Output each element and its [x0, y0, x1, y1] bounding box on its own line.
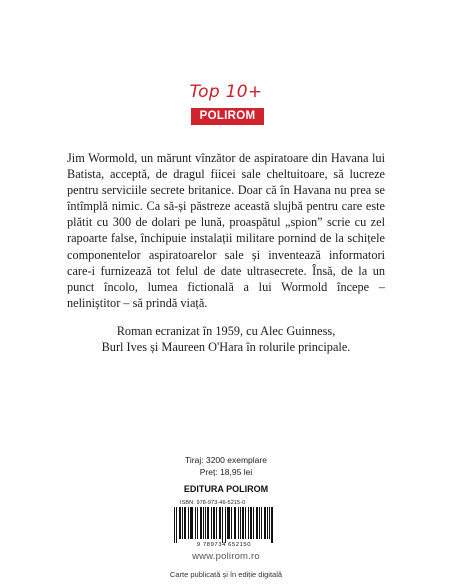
- barcode-bar: [184, 507, 185, 539]
- barcode-bar: [245, 507, 246, 539]
- barcode-bar: [265, 507, 266, 539]
- barcode-bar: [205, 507, 206, 539]
- top10-logo: Top 10+: [189, 82, 263, 102]
- barcode-bar: [235, 507, 236, 539]
- barcode-bar: [257, 507, 258, 539]
- barcode-bar: [195, 507, 196, 539]
- book-blurb: Jim Wormold, un mărunt vînzător de aspiratoare din Havana lui Batista, acceptă, de dragul fiicei sale cheltuitoare, să lucreze pentru serviciile secrete britanice. Doar că în Havana nu prea se întîmplă nimic. Ca să-și păstreze această slujbă pentru care este plătit cu 300 de dolari pe lună, proaspătul „spion” scrie cu zel rapoarte false, închipuie instalații militare pornind de la schițele componentelor aspiratoarelor sale și inventează informatori care-i furnizează tot felul de date ultrasecrete. Însă, de la un punct încolo, lumea fictională a lui Wormold începe – neliniștitor – să prindă viață.: [67, 151, 385, 310]
- barcode-bar: [185, 507, 186, 539]
- barcode-bar: [269, 507, 270, 539]
- barcode-bar: [197, 507, 198, 539]
- publisher-name: EDITURA POLIROM: [183, 484, 269, 494]
- price: Preț: 18,95 lei: [199, 467, 253, 477]
- barcode-digits: 9 789734 652150: [196, 542, 252, 548]
- barcode-bar: [203, 507, 204, 539]
- barcode-bar: [238, 507, 239, 539]
- film-adaptation-note: [67, 323, 385, 355]
- barcode-bar: [256, 507, 257, 539]
- print-run: Tiraj: 3200 exemplare: [185, 455, 267, 465]
- barcode-bar: [192, 507, 193, 539]
- barcode-bar: [174, 507, 175, 543]
- barcode-bar: [228, 507, 229, 539]
- barcode-bar: [176, 507, 177, 543]
- barcode-bar: [253, 507, 254, 539]
- barcode-bar: [179, 507, 180, 539]
- barcode-bar: [211, 507, 212, 539]
- barcode-bar: [190, 507, 191, 539]
- barcode-bar: [261, 507, 262, 539]
- barcode-bar: [207, 507, 208, 539]
- barcode-bar: [243, 507, 244, 539]
- barcode-bar: [271, 507, 272, 543]
- barcode-bar: [208, 507, 209, 539]
- barcode-bar: [242, 507, 243, 539]
- film-note-line-2: Burl Ives și Maureen O'Hara în rolurile principale.: [101, 340, 351, 355]
- barcode-bar: [240, 507, 241, 539]
- barcode-bar: [213, 507, 214, 539]
- digital-edition-note: Carte publicată și în ediție digitală: [169, 570, 283, 579]
- barcode-bar: [250, 507, 251, 539]
- polirom-badge: POLIROM: [191, 108, 264, 125]
- barcode-bar: [234, 507, 235, 539]
- barcode-bar: [264, 507, 265, 539]
- print-info: [67, 454, 385, 478]
- barcode-bar: [201, 507, 202, 539]
- barcode-bar: [259, 507, 260, 539]
- barcode-bar: [188, 507, 189, 539]
- barcode-bar: [214, 507, 215, 539]
- barcode-bar: [229, 507, 230, 539]
- barcode-bar: [180, 507, 181, 539]
- barcode-bar: [231, 507, 232, 539]
- barcode-bar: [182, 507, 183, 539]
- barcode-bar: [227, 507, 228, 539]
- film-note-line-1: Roman ecranizat în 1959, cu Alec Guinness,: [116, 324, 336, 338]
- barcode-bar: [219, 507, 220, 539]
- barcode-bar: [248, 507, 249, 539]
- barcode-bar: [216, 507, 217, 539]
- barcode-bar: [220, 507, 221, 539]
- barcode-bar: [225, 507, 226, 543]
- barcode-bar: [251, 507, 252, 539]
- barcode: [174, 507, 274, 543]
- barcode-bar: [191, 507, 192, 539]
- website-url: www.polirom.ro: [192, 551, 260, 562]
- barcode-bar: [222, 507, 223, 543]
- barcode-bar: [272, 507, 273, 543]
- isbn-label: ISBN: 978-973-46-5215-0: [180, 500, 246, 506]
- barcode-bar: [267, 507, 268, 539]
- barcode-bar: [200, 507, 201, 539]
